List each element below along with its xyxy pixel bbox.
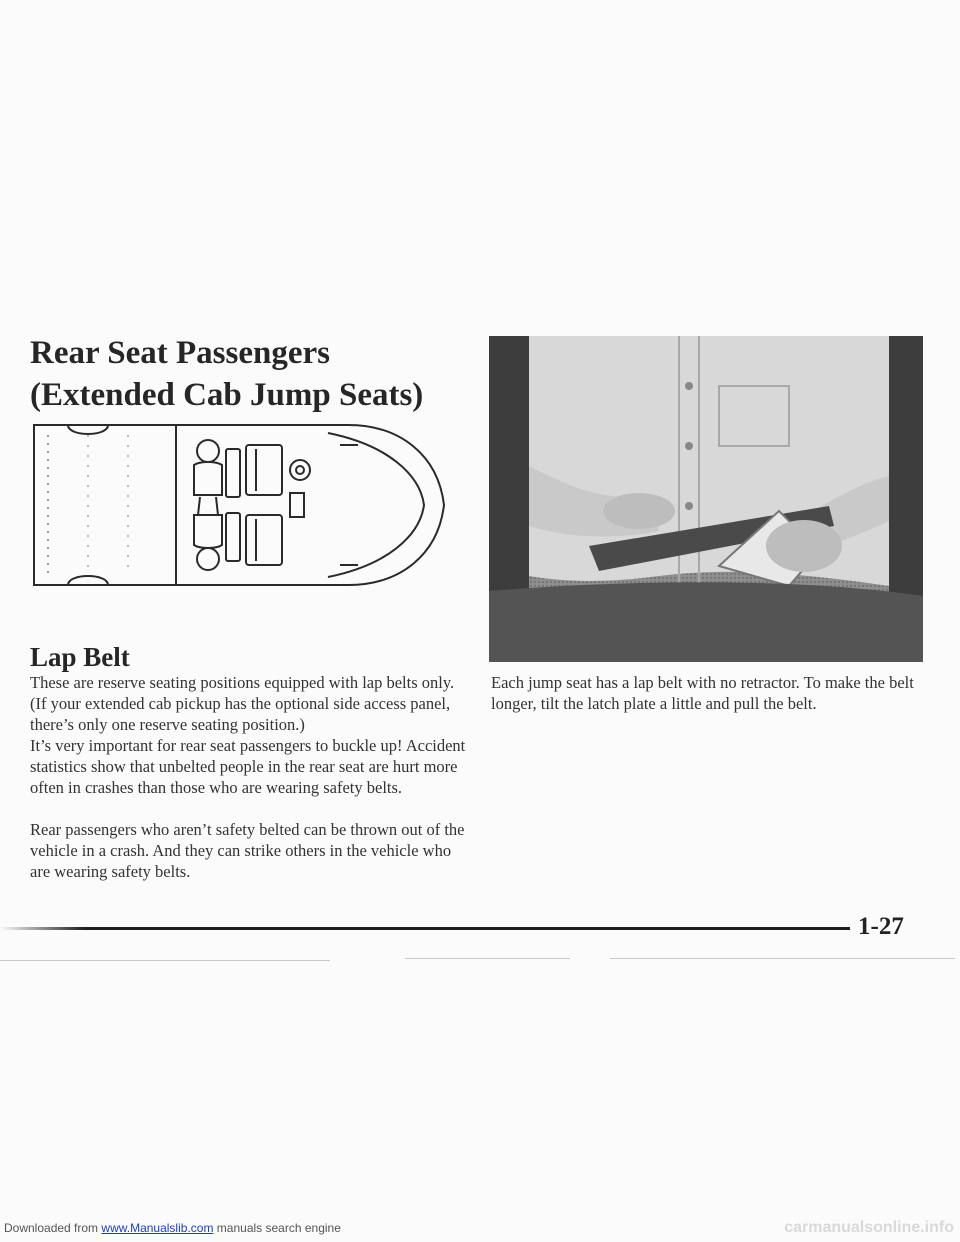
paragraph-thrown-out: Rear passengers who aren’t safety belted can be thrown out of the vehicle in a crash. And they can strike others in the vehicle who are wearing safety belts. — [30, 820, 465, 881]
page-number: 1-27 — [858, 913, 904, 940]
page-title — [30, 332, 423, 416]
page-rule — [0, 927, 850, 930]
paragraph-buckle-up: It’s very important for rear seat passengers to buckle up! Accident statistics show that unbelted people in the rear seat are hurt more often in crashes than those who are wearing safety belts. — [30, 736, 466, 797]
manualslib-link[interactable]: www.Manualslib.com — [101, 1221, 214, 1235]
paragraph-jump-seat-belt: Each jump seat has a lap belt with no retractor. To make the belt longer, tilt the latch plate a little and pull the belt. — [491, 673, 914, 713]
footer-source — [4, 1214, 341, 1242]
title-line-1: Rear Seat Passengers — [30, 335, 330, 371]
scan-line-1 — [0, 960, 330, 961]
scan-line-3 — [610, 958, 955, 959]
scan-line-2 — [405, 958, 570, 959]
watermark: carmanualsonline.info — [784, 1219, 954, 1236]
paragraph-reserve-seating: These are reserve seating positions equipped with lap belts only. (If your extended cab pickup has the optional side access panel, there’s only one reserve seating position.) — [30, 673, 455, 734]
vehicle-seating-diagram — [28, 415, 450, 595]
footer-prefix: Downloaded from — [4, 1221, 99, 1235]
footer-suffix: manuals search engine — [216, 1221, 341, 1235]
footer — [0, 1214, 960, 1242]
title-line-2: (Extended Cab Jump Seats) — [30, 377, 424, 413]
section-heading-lap-belt: Lap Belt — [30, 642, 130, 672]
lap-belt-photo — [489, 336, 923, 662]
